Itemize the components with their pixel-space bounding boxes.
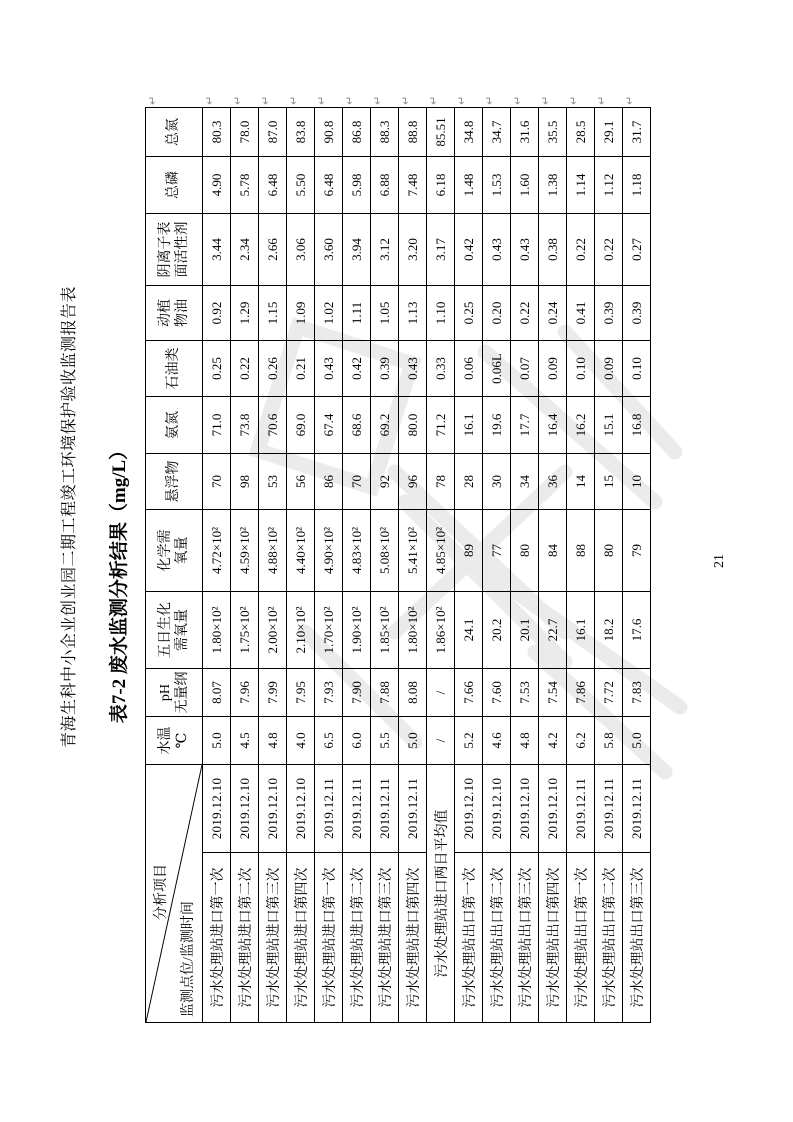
param-header-line: ℃ (175, 732, 190, 749)
value-cell: 0.22 (567, 214, 595, 286)
point-cell: 污水处理站出口第二次 (595, 853, 623, 1023)
value-cell: 78.0 (231, 108, 259, 157)
value-cell: 28.5 (567, 108, 595, 157)
value-cell: 0.38 (539, 214, 567, 286)
value-cell: 5.0 (203, 717, 231, 765)
param-header-suspended-solids (146, 454, 203, 510)
value-cell: 84 (539, 510, 567, 592)
date-cell: 2019.12.10 (483, 765, 511, 853)
value-cell: 4.6 (483, 717, 511, 765)
value-cell: 4.5 (231, 717, 259, 765)
row-end-mark-icon: ↵ (343, 95, 356, 105)
value-cell: 0.39 (595, 286, 623, 341)
value-cell: 0.10 (567, 341, 595, 397)
value-cell: 2.00×10² (259, 592, 287, 669)
value-cell: 69.2 (371, 397, 399, 454)
value-cell: 2.34 (231, 214, 259, 286)
value-cell: 78 (427, 454, 455, 510)
value-cell: 0.39 (623, 286, 651, 341)
value-cell: 68.6 (343, 397, 371, 454)
value-cell: 0.43 (483, 214, 511, 286)
date-cell: 2019.12.10 (287, 765, 315, 853)
row-end-mark-icon: ↵ (399, 95, 412, 105)
value-cell: 4.83×10² (343, 510, 371, 592)
value-cell: 0.42 (455, 214, 483, 286)
value-cell: 6.18 (427, 157, 455, 214)
value-cell: 7.95 (287, 669, 315, 717)
date-cell: 2019.12.10 (259, 765, 287, 853)
value-cell: 0.42 (343, 341, 371, 397)
value-cell: 29.1 (595, 108, 623, 157)
param-header-anionic-surfactant (146, 214, 203, 286)
value-cell: 1.05 (371, 286, 399, 341)
value-cell: 0.43 (315, 341, 343, 397)
point-cell: 污水处理站进口第一次 (315, 853, 343, 1023)
date-cell: 2019.12.10 (231, 765, 259, 853)
value-cell: 5.2 (455, 717, 483, 765)
value-cell: 3.12 (371, 214, 399, 286)
value-cell: 5.78 (231, 157, 259, 214)
value-cell: 10 (623, 454, 651, 510)
value-cell: 0.41 (567, 286, 595, 341)
value-cell: 4.90 (203, 157, 231, 214)
value-cell: 7.53 (511, 669, 539, 717)
value-cell: 7.48 (399, 157, 427, 214)
param-header-line: 阴离子表 (157, 221, 173, 278)
value-cell: 3.20 (399, 214, 427, 286)
value-cell: 6.2 (567, 717, 595, 765)
value-cell: 6.5 (315, 717, 343, 765)
value-cell: 7.66 (455, 669, 483, 717)
row-end-mark-icon: ↵ (315, 95, 328, 105)
table-title: 表7-2 废水监测分析结果（mg/L） (109, 440, 130, 724)
value-cell: 7.96 (231, 669, 259, 717)
value-cell: 80 (511, 510, 539, 592)
value-cell: 1.18 (623, 157, 651, 214)
value-cell: 1.14 (567, 157, 595, 214)
value-cell: 79 (623, 510, 651, 592)
value-cell: 1.85×10² (371, 592, 399, 669)
value-cell: 0.06 (455, 341, 483, 397)
document-header: 青海生科中小企业创业园二期工程竣工环境保护验收监测报告表 (61, 285, 78, 748)
point-cell: 污水处理站出口第三次 (511, 853, 539, 1023)
value-cell: 0.21 (287, 341, 315, 397)
value-cell: 15 (595, 454, 623, 510)
value-cell: 35.5 (539, 108, 567, 157)
value-cell: 34.7 (483, 108, 511, 157)
row-end-mark-icon: ↵ (511, 95, 524, 105)
table-row (595, 108, 623, 1023)
date-cell: 2019.12.11 (623, 765, 651, 853)
value-cell: 1.29 (231, 286, 259, 341)
value-cell: 1.15 (259, 286, 287, 341)
value-cell: 24.1 (455, 592, 483, 669)
date-cell: 2019.12.10 (455, 765, 483, 853)
date-cell: 2019.12.11 (371, 765, 399, 853)
monitoring-results-table (145, 107, 651, 1023)
value-cell: 0.25 (203, 341, 231, 397)
table-row (231, 108, 259, 1023)
value-cell: 92 (371, 454, 399, 510)
value-cell: 1.90×10² (343, 592, 371, 669)
value-cell: 31.7 (623, 108, 651, 157)
date-cell: 2019.12.10 (203, 765, 231, 853)
param-header-total-nitrogen (146, 108, 203, 157)
value-cell: 17.7 (511, 397, 539, 454)
value-cell: 1.38 (539, 157, 567, 214)
value-cell: 5.41×10² (399, 510, 427, 592)
value-cell: 7.86 (567, 669, 595, 717)
row-end-mark-icon: ↵ (483, 95, 496, 105)
value-cell: 4.85×10² (427, 510, 455, 592)
table-row (203, 108, 231, 1023)
point-cell: 污水处理站进口第二次 (231, 853, 259, 1023)
value-cell: 89 (455, 510, 483, 592)
page-number: 21 (712, 554, 727, 568)
table-row (315, 108, 343, 1023)
value-cell: 16.1 (455, 397, 483, 454)
value-cell: / (427, 717, 455, 765)
value-cell: 0.25 (455, 286, 483, 341)
param-header-line: 动植 (157, 299, 173, 327)
table-row (343, 108, 371, 1023)
param-header-animal-veg-oil (146, 286, 203, 341)
point-cell: 污水处理站出口第一次 (567, 853, 595, 1023)
table-row (455, 108, 483, 1023)
value-cell: 80.3 (203, 108, 231, 157)
value-cell: 19.6 (483, 397, 511, 454)
value-cell: 1.09 (287, 286, 315, 341)
value-cell: 5.8 (595, 717, 623, 765)
param-header-line: 悬浮物 (166, 460, 182, 503)
table-row (567, 108, 595, 1023)
param-header-line: 氨氮 (166, 411, 182, 439)
param-header-cod (146, 510, 203, 592)
value-cell: 7.88 (371, 669, 399, 717)
value-cell: 0.22 (231, 341, 259, 397)
value-cell: 4.59×10² (231, 510, 259, 592)
value-cell: 3.94 (343, 214, 371, 286)
value-cell: 0.22 (595, 214, 623, 286)
date-cell: 2019.12.10 (511, 765, 539, 853)
value-cell: 16.2 (567, 397, 595, 454)
row-end-mark-icon: ↵ (287, 95, 300, 105)
value-cell: 31.6 (511, 108, 539, 157)
param-header-line: 化学需 (157, 529, 173, 572)
table-row (511, 108, 539, 1023)
value-cell: 71.2 (427, 397, 455, 454)
corner-cell (146, 765, 203, 1023)
value-cell: 86.8 (343, 108, 371, 157)
value-cell: 3.44 (203, 214, 231, 286)
value-cell: 22.7 (539, 592, 567, 669)
row-end-mark-icon: ↵ (623, 95, 636, 105)
value-cell: 5.08×10² (371, 510, 399, 592)
row-end-mark-icon: ↵ (595, 95, 608, 105)
value-cell: 2.66 (259, 214, 287, 286)
value-cell: 6.88 (371, 157, 399, 214)
table-row (483, 108, 511, 1023)
param-header-line: 石油类 (166, 347, 182, 390)
value-cell: 6.48 (315, 157, 343, 214)
value-cell: 20.1 (511, 592, 539, 669)
value-cell: 1.53 (483, 157, 511, 214)
value-cell: 77 (483, 510, 511, 592)
value-cell: 87.0 (259, 108, 287, 157)
value-cell: 83.8 (287, 108, 315, 157)
value-cell: 5.0 (399, 717, 427, 765)
point-cell: 污水处理站出口第四次 (539, 853, 567, 1023)
value-cell: 0.26 (259, 341, 287, 397)
date-cell: 2019.12.11 (315, 765, 343, 853)
point-cell: 污水处理站进口第一次 (203, 853, 231, 1023)
point-cell: 污水处理站出口第一次 (455, 853, 483, 1023)
value-cell: 1.02 (315, 286, 343, 341)
value-cell: / (427, 669, 455, 717)
value-cell: 16.4 (539, 397, 567, 454)
value-cell: 1.12 (595, 157, 623, 214)
value-cell: 7.60 (483, 669, 511, 717)
value-cell: 16.8 (623, 397, 651, 454)
value-cell: 1.11 (343, 286, 371, 341)
value-cell: 0.22 (511, 286, 539, 341)
value-cell: 96 (399, 454, 427, 510)
param-header-line: 无量纲 (175, 671, 190, 714)
value-cell: 18.2 (595, 592, 623, 669)
value-cell: 34 (511, 454, 539, 510)
value-cell: 80.0 (399, 397, 427, 454)
param-header-line: 总磷 (166, 171, 182, 199)
value-cell: 0.09 (539, 341, 567, 397)
row-end-mark-icon: ↵ (455, 95, 468, 105)
value-cell: 0.24 (539, 286, 567, 341)
value-cell: 1.80×10² (203, 592, 231, 669)
value-cell: 86 (315, 454, 343, 510)
corner-analysis-items-label: 分析项目 (154, 864, 169, 920)
param-header-line: 氧量 (175, 536, 190, 565)
value-cell: 4.8 (511, 717, 539, 765)
value-cell: 1.60 (511, 157, 539, 214)
param-header-line: 总氮 (166, 118, 182, 146)
value-cell: 0.43 (399, 341, 427, 397)
row-end-mark-icon: ↵ (371, 95, 384, 105)
row-end-mark-icon: ↵ (146, 95, 159, 105)
value-cell: 20.2 (483, 592, 511, 669)
value-cell: 14 (567, 454, 595, 510)
param-header-line: pH (157, 683, 173, 702)
value-cell: 0.20 (483, 286, 511, 341)
param-header-line: 需氧量 (175, 609, 190, 651)
value-cell: 70 (343, 454, 371, 510)
row-end-mark-icon: ↵ (427, 95, 440, 105)
param-header-line: 五日生化 (157, 602, 173, 658)
row-end-mark-icon: ↵ (567, 95, 580, 105)
value-cell: 4.0 (287, 717, 315, 765)
table-row (623, 108, 651, 1023)
value-cell: 7.54 (539, 669, 567, 717)
value-cell: 16.1 (567, 592, 595, 669)
value-cell: 8.07 (203, 669, 231, 717)
value-cell: 73.8 (231, 397, 259, 454)
value-cell: 7.93 (315, 669, 343, 717)
value-cell: 3.60 (315, 214, 343, 286)
param-header-line: 水温 (157, 726, 173, 755)
param-header-ph (146, 669, 203, 717)
value-cell: 67.4 (315, 397, 343, 454)
value-cell: 4.8 (259, 717, 287, 765)
value-cell: 1.48 (455, 157, 483, 214)
value-cell: 88 (567, 510, 595, 592)
param-header-water-temp (146, 717, 203, 765)
point-cell: 污水处理站出口第二次 (483, 853, 511, 1023)
point-cell: 污水处理站进口两日平均值 (427, 765, 455, 1023)
value-cell: 0.06L (483, 341, 511, 397)
value-cell: 34.8 (455, 108, 483, 157)
value-cell: 6.0 (343, 717, 371, 765)
value-cell: 6.48 (259, 157, 287, 214)
value-cell: 2.10×10² (287, 592, 315, 669)
param-header-petroleum (146, 341, 203, 397)
point-cell: 污水处理站进口第三次 (259, 853, 287, 1023)
date-cell: 2019.12.11 (343, 765, 371, 853)
corner-point-time-label: 监测点位/监测时间 (180, 901, 196, 1017)
value-cell: 4.88×10² (259, 510, 287, 592)
table-row (287, 108, 315, 1023)
value-cell: 90.8 (315, 108, 343, 157)
param-header-line: 物油 (175, 299, 190, 327)
row-end-mark-icon: ↵ (203, 95, 216, 105)
point-cell: 污水处理站出口第三次 (623, 853, 651, 1023)
value-cell: 4.2 (539, 717, 567, 765)
value-cell: 1.86×10² (427, 592, 455, 669)
header-row (146, 108, 203, 1023)
row-end-mark-icon: ↵ (259, 95, 272, 105)
row-end-mark-icon: ↵ (539, 95, 552, 105)
value-cell: 1.75×10² (231, 592, 259, 669)
value-cell: 69.0 (287, 397, 315, 454)
value-cell: 1.13 (399, 286, 427, 341)
value-cell: 53 (259, 454, 287, 510)
value-cell: 1.80×10² (399, 592, 427, 669)
row-end-mark-icon: ↵ (231, 95, 244, 105)
point-cell: 污水处理站进口第四次 (287, 853, 315, 1023)
value-cell: 56 (287, 454, 315, 510)
value-cell: 3.06 (287, 214, 315, 286)
value-cell: 30 (483, 454, 511, 510)
value-cell: 0.10 (623, 341, 651, 397)
value-cell: 36 (539, 454, 567, 510)
value-cell: 8.08 (399, 669, 427, 717)
table-row (259, 108, 287, 1023)
value-cell: 7.90 (343, 669, 371, 717)
value-cell: 4.40×10² (287, 510, 315, 592)
value-cell: 15.1 (595, 397, 623, 454)
value-cell: 0.39 (371, 341, 399, 397)
value-cell: 80 (595, 510, 623, 592)
value-cell: 0.92 (203, 286, 231, 341)
value-cell: 5.5 (371, 717, 399, 765)
param-header-bod5 (146, 592, 203, 669)
value-cell: 0.07 (511, 341, 539, 397)
value-cell: 71.0 (203, 397, 231, 454)
value-cell: 85.51 (427, 108, 455, 157)
value-cell: 17.6 (623, 592, 651, 669)
value-cell: 0.09 (595, 341, 623, 397)
param-header-total-phosphorus (146, 157, 203, 214)
table-row (539, 108, 567, 1023)
value-cell: 0.33 (427, 341, 455, 397)
value-cell: 5.50 (287, 157, 315, 214)
param-header-ammonia-nitrogen (146, 397, 203, 454)
param-header-line: 面活性剂 (175, 221, 190, 278)
value-cell: 98 (231, 454, 259, 510)
date-cell: 2019.12.10 (539, 765, 567, 853)
value-cell: 1.70×10² (315, 592, 343, 669)
date-cell: 2019.12.11 (595, 765, 623, 853)
value-cell: 88.3 (371, 108, 399, 157)
value-cell: 5.0 (623, 717, 651, 765)
table-row (371, 108, 399, 1023)
value-cell: 3.17 (427, 214, 455, 286)
value-cell: 28 (455, 454, 483, 510)
value-cell: 7.83 (623, 669, 651, 717)
point-cell: 污水处理站进口第四次 (399, 853, 427, 1023)
value-cell: 5.98 (343, 157, 371, 214)
point-cell: 污水处理站进口第二次 (343, 853, 371, 1023)
value-cell: 88.8 (399, 108, 427, 157)
date-cell: 2019.12.11 (399, 765, 427, 853)
value-cell: 1.10 (427, 286, 455, 341)
point-cell: 污水处理站进口第三次 (371, 853, 399, 1023)
value-cell: 7.99 (259, 669, 287, 717)
value-cell: 4.72×10² (203, 510, 231, 592)
value-cell: 0.43 (511, 214, 539, 286)
value-cell: 7.72 (595, 669, 623, 717)
date-cell: 2019.12.11 (567, 765, 595, 853)
value-cell: 4.90×10² (315, 510, 343, 592)
value-cell: 70 (203, 454, 231, 510)
value-cell: 0.27 (623, 214, 651, 286)
table-row (399, 108, 427, 1023)
value-cell: 70.6 (259, 397, 287, 454)
table-row (427, 108, 455, 1023)
